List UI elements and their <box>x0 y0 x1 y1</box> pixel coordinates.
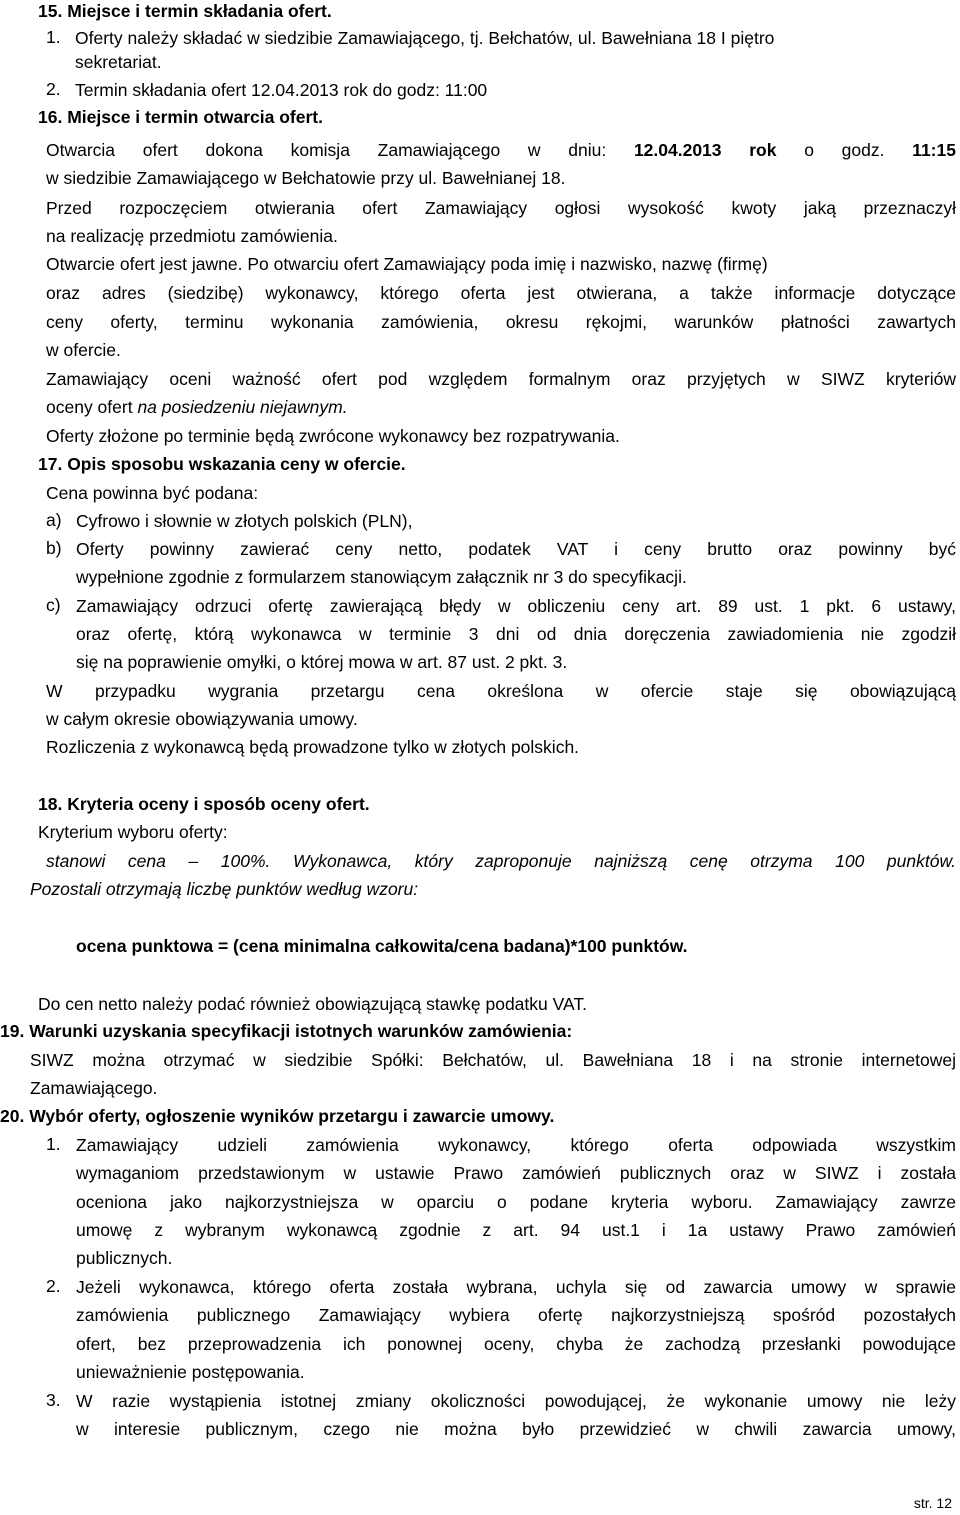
list-item-text: Cyfrowo i słownie w złotych polskich (PLN), <box>76 511 413 531</box>
list-item-text: sekretariat. <box>75 52 162 72</box>
paragraph-line: Zamawiającego. <box>30 1078 158 1098</box>
page-number: str. 12 <box>913 1495 952 1511</box>
section-18-heading: 18. Kryteria oceny i sposób oceny ofert. <box>38 794 370 814</box>
list-number: 1. <box>46 1134 61 1154</box>
paragraph-line: Do cen netto należy podać również obowiązującą stawkę podatku VAT. <box>38 994 587 1014</box>
paragraph-line: Rozliczenia z wykonawcą będą prowadzone tylko w złotych polskich. <box>46 737 580 757</box>
list-item-text: Oferty powinny zawierać ceny netto, podatek VAT i ceny brutto oraz powinny być <box>76 539 956 559</box>
paragraph-line: Otwarcie ofert jest jawne. Po otwarciu ofert Zamawiający poda imię i nazwisko, nazwę (firmę) <box>46 254 768 274</box>
section-19-heading: 19. Warunki uzyskania specyfikacji istotnych warunków zamówienia: <box>0 1021 573 1041</box>
list-item-text: Zamawiający udzieli zamówienia wykonawcy, którego oferta odpowiada wszystkim <box>76 1135 956 1155</box>
list-item-text: zamówienia publicznego Zamawiający wybiera ofertę najkorzystniejszą spośród pozostałych <box>76 1305 956 1325</box>
list-number: 1. <box>46 27 61 47</box>
paragraph-line: Oferty złożone po terminie będą zwrócone wykonawcy bez rozpatrywania. <box>46 426 620 446</box>
paragraph-line: ceny oferty, terminu wykonania zamówienia, okresu rękojmi, warunków płatności zawartych <box>46 312 956 332</box>
paragraph-line: na realizację przedmiotu zamówienia. <box>46 226 338 246</box>
list-item-text: się na poprawienie omyłki, o której mowa w art. 87 ust. 2 pkt. 3. <box>76 652 568 672</box>
paragraph-line: SIWZ można otrzymać w siedzibie Spółki: Bełchatów, ul. Bawełniana 18 i na stronie internetowej <box>30 1050 956 1070</box>
list-item-text: unieważnienie postępowania. <box>76 1362 305 1382</box>
list-item-text: Oferty należy składać w siedzibie Zamawiającego, tj. Bełchatów, ul. Bawełniana 18 I piętro <box>75 28 775 48</box>
list-item-text: W razie wystąpienia istotnej zmiany okoliczności powodującej, że wykonanie umowy nie leży <box>76 1391 956 1411</box>
list-number: 2. <box>46 79 61 99</box>
formula: ocena punktowa = (cena minimalna całkowita/cena badana)*100 punktów. <box>76 936 688 956</box>
section-20-heading: 20. Wybór oferty, ogłoszenie wyników przetargu i zawarcie umowy. <box>0 1106 555 1126</box>
paragraph-line: Kryterium wyboru oferty: <box>38 822 228 842</box>
list-item-text: Jeżeli wykonawca, którego oferta została wybrana, uchyla się od zawarcia umowy w sprawie <box>76 1277 956 1297</box>
paragraph-line: stanowi cena – 100%. Wykonawca, który zaproponuje najniższą cenę otrzyma 100 punktów. <box>46 851 956 871</box>
paragraph-line: Zamawiający oceni ważność ofert pod względem formalnym oraz przyjętych w SIWZ kryteriów <box>46 369 956 389</box>
list-letter: b) <box>46 538 62 558</box>
section-17-heading: 17. Opis sposobu wskazania ceny w ofercie. <box>38 454 406 474</box>
list-item-text: oceniona jako najkorzystniejsza w oparciu o podane kryteria wyboru. Zamawiający zawrze <box>76 1192 956 1212</box>
list-item-text: umowę z wybranym wykonawcą zgodnie z art. 94 ust.1 i 1a ustawy Prawo zamówień <box>76 1220 956 1240</box>
list-item-text: Zamawiający odrzuci ofertę zawierającą błędy w obliczeniu ceny art. 89 ust. 1 pkt. 6 ustawy, <box>76 596 956 616</box>
list-item-text: oraz ofertę, którą wykonawca w terminie 3 dni od dnia doręczenia zawiadomienia nie zgodził <box>76 624 956 644</box>
section-16-heading: 16. Miejsce i termin otwarcia ofert. <box>38 107 323 127</box>
paragraph-line: Przed rozpoczęciem otwierania ofert Zamawiający ogłosi wysokość kwoty jaką przeznaczył <box>46 198 956 218</box>
paragraph-line: w ofercie. <box>46 340 121 360</box>
paragraph-line: oraz adres (siedzibę) wykonawcy, którego oferta jest otwierana, a także informacje dotyczące <box>46 283 956 303</box>
list-item-text: ofert, bez przeprowadzenia ich ponownej oceny, chyba że zachodzą przesłanki powodujące <box>76 1334 956 1354</box>
list-item-text: Termin składania ofert 12.04.2013 rok do godz: 11:00 <box>75 80 488 100</box>
list-item-text: publicznych. <box>76 1248 173 1268</box>
paragraph-line: oceny ofert na posiedzeniu niejawnym. <box>46 397 348 417</box>
list-letter: c) <box>46 595 61 615</box>
list-number: 2. <box>46 1276 61 1296</box>
paragraph-line: Cena powinna być podana: <box>46 483 259 503</box>
paragraph-line: W przypadku wygrania przetargu cena określona w ofercie staje się obowiązującą <box>46 681 956 701</box>
list-number: 3. <box>46 1390 61 1410</box>
paragraph-line: w siedzibie Zamawiającego w Bełchatowie przy ul. Bawełnianej 18. <box>46 168 566 188</box>
list-letter: a) <box>46 510 62 530</box>
section-15-heading: 15. Miejsce i termin składania ofert. <box>38 1 332 21</box>
list-item-text: w interesie publicznym, czego nie można było przewidzieć w chwili zawarcia umowy, <box>76 1419 956 1439</box>
paragraph-line: Otwarcia ofert dokona komisja Zamawiającego w dniu: 12.04.2013 rok o godz. 11:15 <box>46 140 956 160</box>
list-item-text: wypełnione zgodnie z formularzem stanowiącym załącznik nr 3 do specyfikacji. <box>76 567 687 587</box>
paragraph-line: Pozostali otrzymają liczbę punktów według wzoru: <box>30 879 419 899</box>
paragraph-line: w całym okresie obowiązywania umowy. <box>46 709 358 729</box>
list-item-text: wymaganiom przedstawionym w ustawie Prawo zamówień publicznych oraz w SIWZ i została <box>76 1163 956 1183</box>
